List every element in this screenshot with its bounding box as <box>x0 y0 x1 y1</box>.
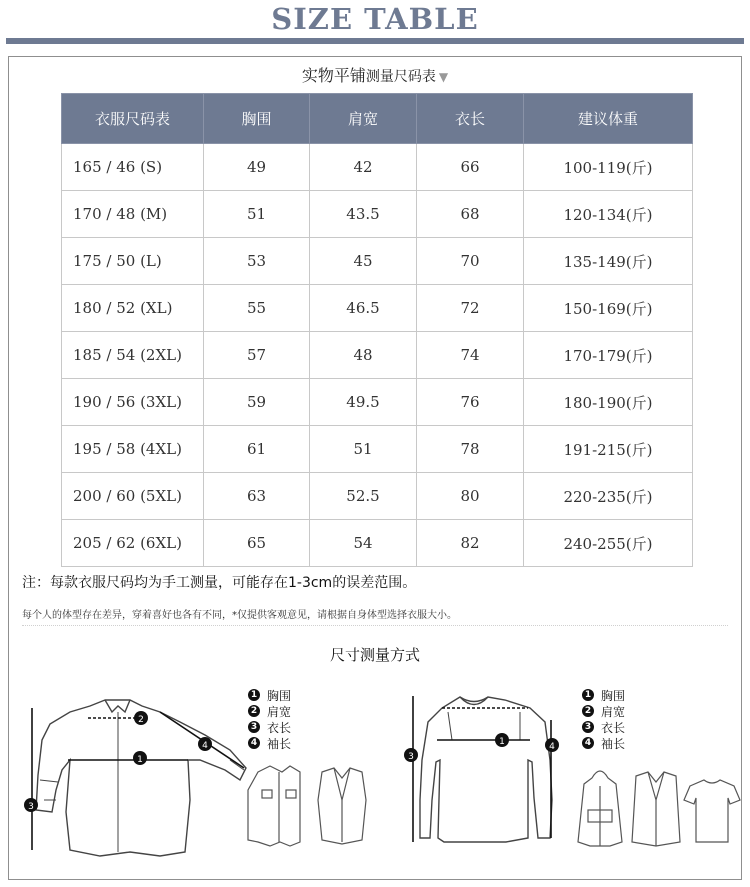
legend-label: 袖长 <box>601 736 626 751</box>
shirt-measure-lines <box>32 708 244 850</box>
cell-weight: 135-149(斤) <box>524 238 693 285</box>
cell-weight: 100-119(斤) <box>524 144 693 191</box>
body-type-note: 每个人的体型存在差异，穿着喜好也各有不同，*仅提供客观意见，请根据自身体型选择衣服大小。 <box>22 610 457 621</box>
number-1-icon: 1 <box>248 689 260 701</box>
number-4-icon: 4 <box>582 737 594 749</box>
cell-size: 200 / 60 (5XL) <box>62 473 204 520</box>
number-1-icon: 1 <box>582 689 594 701</box>
cell-shoulder: 46.5 <box>310 285 417 332</box>
cell-size: 190 / 56 (3XL) <box>62 379 204 426</box>
cell-shoulder: 43.5 <box>310 191 417 238</box>
cell-shoulder: 51 <box>310 426 417 473</box>
legend-label: 胸围 <box>267 688 292 703</box>
measurement-note: 注：每款衣服尺码均为手工测量，可能存在1-3cm的误差范围。 <box>22 575 417 591</box>
cell-weight: 191-215(斤) <box>524 426 693 473</box>
legend-label: 袖长 <box>267 736 292 751</box>
svg-text:1: 1 <box>137 755 143 765</box>
cell-length: 72 <box>417 285 524 332</box>
legend-label: 衣长 <box>601 720 626 735</box>
cell-length: 76 <box>417 379 524 426</box>
legend-label: 胸围 <box>601 688 626 703</box>
cell-chest: 61 <box>204 426 310 473</box>
number-3-icon: 3 <box>582 721 594 733</box>
cell-weight: 150-169(斤) <box>524 285 693 332</box>
header-shoulder: 肩宽 <box>310 94 417 144</box>
jacket-illustration <box>248 766 300 846</box>
cell-size: 165 / 46 (S) <box>62 144 204 191</box>
cell-shoulder: 48 <box>310 332 417 379</box>
cell-weight: 180-190(斤) <box>524 379 693 426</box>
cell-chest: 57 <box>204 332 310 379</box>
triangle-down-icon: ▼ <box>438 70 449 84</box>
cardigan-illustration <box>632 772 680 846</box>
legend-label: 肩宽 <box>601 704 626 719</box>
blazer-illustration <box>318 768 366 844</box>
method-title: 尺寸测量方式 <box>329 646 420 664</box>
cell-shoulder: 52.5 <box>310 473 417 520</box>
cell-size: 195 / 58 (4XL) <box>62 426 204 473</box>
number-2-icon: 2 <box>582 705 594 717</box>
header-length: 衣长 <box>417 94 524 144</box>
cell-weight: 120-134(斤) <box>524 191 693 238</box>
cell-size: 185 / 54 (2XL) <box>62 332 204 379</box>
page-title: SIZE TABLE <box>271 2 479 36</box>
tshirt-illustration <box>684 780 740 842</box>
svg-text:4: 4 <box>202 741 208 751</box>
cell-weight: 220-235(斤) <box>524 473 693 520</box>
sweater-illustration <box>420 697 552 842</box>
svg-text:3: 3 <box>408 752 414 762</box>
subtitle-main: 实物平铺 <box>301 66 366 85</box>
subtitle-rest: 测量尺码表 <box>365 69 436 85</box>
svg-text:3: 3 <box>28 802 34 812</box>
cell-size: 180 / 52 (XL) <box>62 285 204 332</box>
cell-chest: 55 <box>204 285 310 332</box>
cell-size: 175 / 50 (L) <box>62 238 204 285</box>
sweater-markers <box>404 733 559 762</box>
number-2-icon: 2 <box>248 705 260 717</box>
cell-chest: 51 <box>204 191 310 238</box>
hoodie-illustration <box>578 771 622 846</box>
cell-length: 80 <box>417 473 524 520</box>
cell-shoulder: 45 <box>310 238 417 285</box>
legend-label: 衣长 <box>267 720 292 735</box>
cell-shoulder: 42 <box>310 144 417 191</box>
number-3-icon: 3 <box>248 721 260 733</box>
header-size: 衣服尺码表 <box>62 94 204 144</box>
cell-chest: 65 <box>204 520 310 567</box>
cell-length: 78 <box>417 426 524 473</box>
number-4-icon: 4 <box>248 737 260 749</box>
cell-length: 82 <box>417 520 524 567</box>
cell-size: 205 / 62 (6XL) <box>62 520 204 567</box>
cell-chest: 63 <box>204 473 310 520</box>
svg-text:2: 2 <box>138 715 144 725</box>
cell-length: 70 <box>417 238 524 285</box>
cell-size: 170 / 48 (M) <box>62 191 204 238</box>
legend-label: 肩宽 <box>267 704 292 719</box>
cell-chest: 59 <box>204 379 310 426</box>
svg-text:1: 1 <box>499 737 505 747</box>
cell-weight: 170-179(斤) <box>524 332 693 379</box>
cell-shoulder: 54 <box>310 520 417 567</box>
cell-length: 74 <box>417 332 524 379</box>
header-weight: 建议体重 <box>524 94 693 144</box>
cell-chest: 49 <box>204 144 310 191</box>
header-chest: 胸围 <box>204 94 310 144</box>
svg-text:4: 4 <box>549 742 555 752</box>
cell-chest: 53 <box>204 238 310 285</box>
cell-length: 66 <box>417 144 524 191</box>
cell-shoulder: 49.5 <box>310 379 417 426</box>
cell-length: 68 <box>417 191 524 238</box>
cell-weight: 240-255(斤) <box>524 520 693 567</box>
sweater-measure-lines <box>413 696 551 842</box>
